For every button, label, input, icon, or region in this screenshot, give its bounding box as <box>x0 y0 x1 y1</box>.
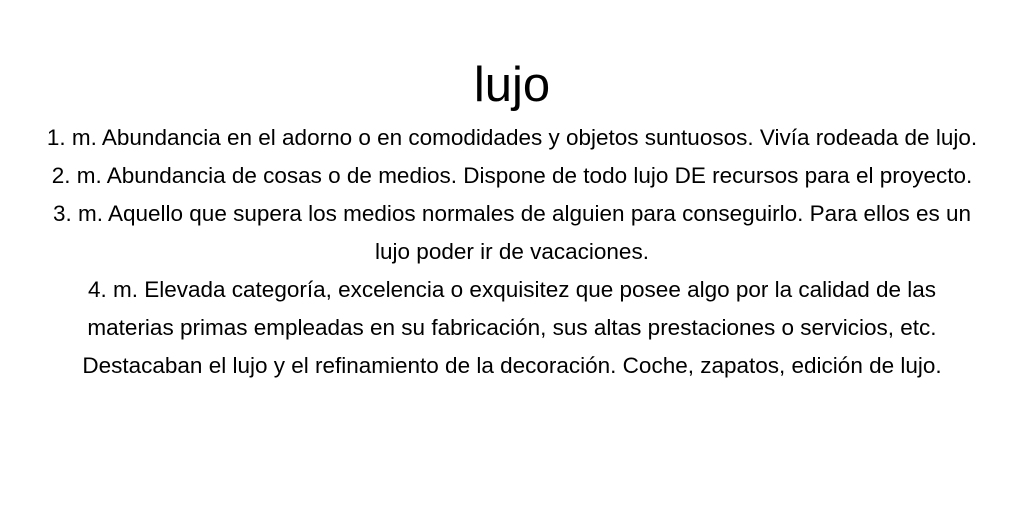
definition-1: 1. m. Abundancia en el adorno o en comodidades y objetos suntuosos. Vivía rodeada de lujo. <box>46 125 978 150</box>
definition-2: 2. m. Abundancia de cosas o de medios. Dispone de todo lujo DE recursos para el proyecto. <box>51 163 973 188</box>
headword: lujo <box>473 58 551 112</box>
definition-list <box>42 119 982 385</box>
definition-4: 4. m. Elevada categoría, excelencia o exquisitez que posee algo por la calidad de las materias primas empleadas en su fabricación, sus altas prestaciones o servicios, etc. Destacaban el lujo y el refinamiento de la decoración. Coche, zapatos, edición de lujo. <box>82 277 942 378</box>
definition-3: 3. m. Aquello que supera los medios normales de alguien para conseguirlo. Para ellos es un lujo poder ir de vacaciones. <box>52 201 972 264</box>
